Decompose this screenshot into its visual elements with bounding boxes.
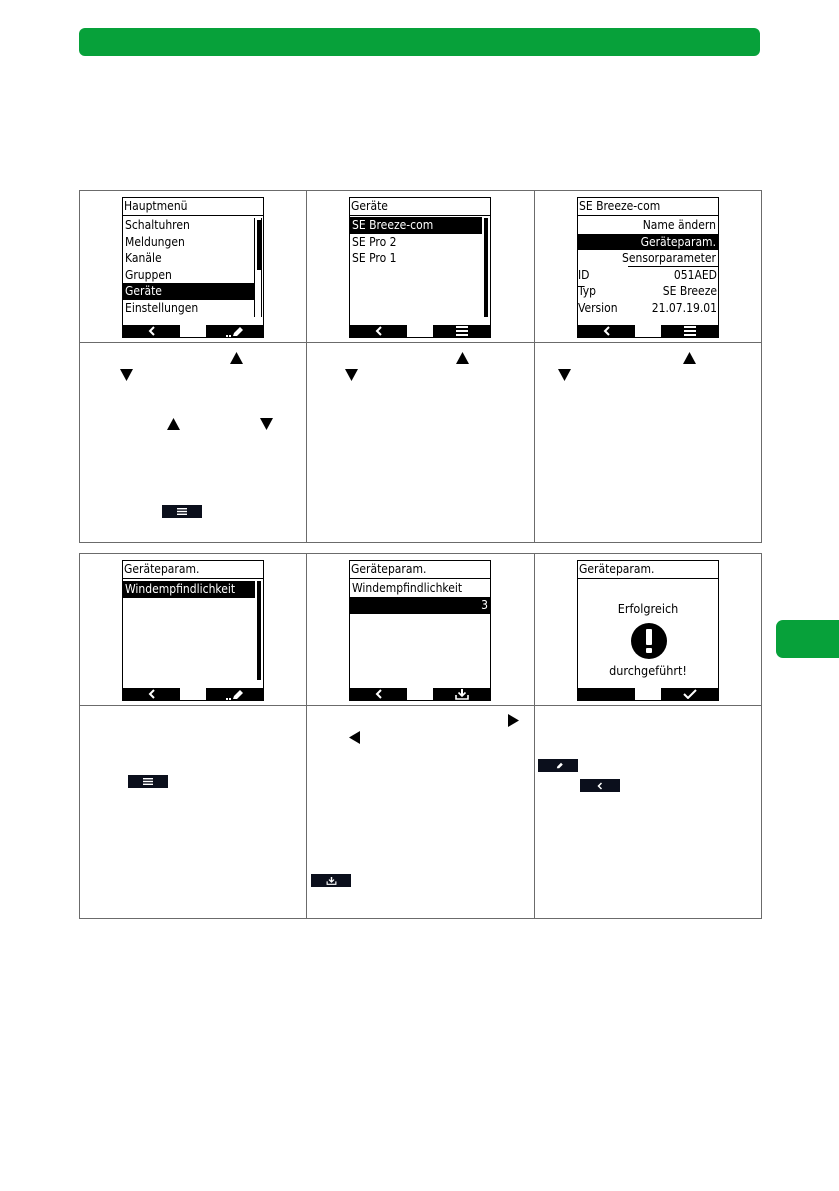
pencil-icon [552,762,564,769]
menu-item-einstellungen[interactable]: Einstellungen [125,300,199,315]
arrow-up-icon [683,352,696,364]
download-tray-icon [455,689,469,700]
screen-title: Geräte [350,198,490,216]
back-softkey[interactable] [350,688,407,700]
back-softkey[interactable] [123,325,180,337]
download-tray-icon [326,877,337,885]
empty-softkey[interactable] [578,688,635,700]
screen-title: Geräteparam. [578,561,718,579]
menu-item-kanaele[interactable]: Kanäle [125,251,162,265]
menu-key-glyph [128,775,168,788]
pencil-icon [225,689,245,700]
menu-key-glyph [162,505,202,518]
arrow-down-icon [345,369,358,381]
chapter-tab [776,620,839,658]
pencil-icon [225,326,245,337]
info-key: ID [578,267,590,282]
menu-item-geraeteparam[interactable]: Geräteparam. [578,234,718,251]
menu-item-gruppen[interactable]: Gruppen [125,267,172,282]
description-cell-5 [307,706,535,919]
arrow-up-icon [167,418,180,430]
description-cell-4 [80,706,307,919]
info-row-id [578,267,718,284]
chevron-left-icon [375,689,383,699]
device-item-se-breeze-com[interactable]: SE Breeze-com [350,217,482,234]
screen-cell-1 [80,191,307,343]
device-screen-device-params [122,560,264,701]
menu-softkey[interactable] [433,325,490,337]
screen-cell-5 [307,554,535,706]
screen-title: Geräteparam. [123,561,263,579]
arrow-down-icon [260,418,273,430]
separator-line [628,266,718,267]
confirm-softkey[interactable] [661,688,718,700]
checkmark-icon [683,689,697,699]
device-screen-devices [349,197,491,338]
steps-table-1 [79,190,762,543]
back-softkey[interactable] [578,325,635,337]
arrow-left-icon [349,731,360,744]
hamburger-icon [684,326,696,336]
chevron-left-icon [375,326,383,336]
device-item-se-pro-2[interactable]: SE Pro 2 [352,234,397,249]
hamburger-icon [456,326,468,336]
scrollbar-thumb [484,218,488,317]
menu-item-name-aendern[interactable]: Name ändern [642,218,716,232]
back-softkey[interactable] [350,325,407,337]
back-key-glyph [580,779,620,792]
param-value-field[interactable]: 3 [350,597,490,614]
screen-cell-3 [535,191,762,343]
info-value: 051AED [673,267,717,282]
menu-item-schaltuhren[interactable]: Schaltuhren [125,218,190,232]
description-cell-2 [307,343,535,543]
menu-item-sensorparameter[interactable]: Sensorparameter [621,251,716,265]
arrow-right-icon [508,714,519,727]
menu-softkey[interactable] [661,325,718,337]
header-bar [79,28,760,56]
chevron-left-icon [148,689,156,699]
device-screen-edit-param [349,560,491,701]
success-message-line-1: Erfolgreich [617,601,679,616]
screen-cell-2 [307,191,535,343]
pencil-key-glyph [538,759,578,772]
chevron-left-icon [148,326,156,336]
arrow-up-icon [230,352,243,364]
save-softkey[interactable] [433,688,490,700]
info-value: 21.07.19.01 [651,300,717,315]
menu-item-geraete[interactable]: Geräte [123,283,255,300]
hamburger-icon [177,508,187,515]
param-item-windempfindlichkeit[interactable]: Windempfindlichkeit [123,581,255,598]
scrollbar-thumb [257,581,261,680]
info-value: SE Breeze [662,284,717,298]
hamburger-icon [143,778,153,785]
arrow-up-icon [456,352,469,364]
screen-title: Hauptmenü [123,198,263,216]
edit-softkey[interactable] [206,688,263,700]
screen-title: Geräteparam. [350,561,490,579]
screen-title: SE Breeze-com [578,198,718,216]
back-softkey[interactable] [123,688,180,700]
edit-softkey[interactable] [206,325,263,337]
success-message-line-2: durchgeführt! [609,663,687,678]
param-label: Windempfindlichkeit [352,581,463,595]
screen-cell-6 [535,554,762,706]
description-cell-1 [80,343,307,543]
description-cell-3 [535,343,762,543]
arrow-down-icon [558,369,571,381]
info-key: Typ [578,284,596,298]
save-key-glyph [311,874,351,887]
menu-item-meldungen[interactable]: Meldungen [125,234,185,249]
description-cell-6 [535,706,762,919]
steps-table-2 [79,553,762,919]
info-row-typ [578,283,718,300]
info-key: Version [578,300,618,315]
device-item-se-pro-1[interactable]: SE Pro 1 [352,251,397,265]
device-screen-success [577,560,719,701]
arrow-down-icon [120,369,133,381]
screen-cell-4 [80,554,307,706]
chevron-left-icon [603,326,611,336]
exclamation-circle-icon [630,622,668,660]
info-row-version [578,300,718,317]
scrollbar-thumb [257,220,261,270]
device-screen-device-detail [577,197,719,338]
device-screen-main-menu [122,197,264,338]
chevron-left-icon [597,782,603,790]
